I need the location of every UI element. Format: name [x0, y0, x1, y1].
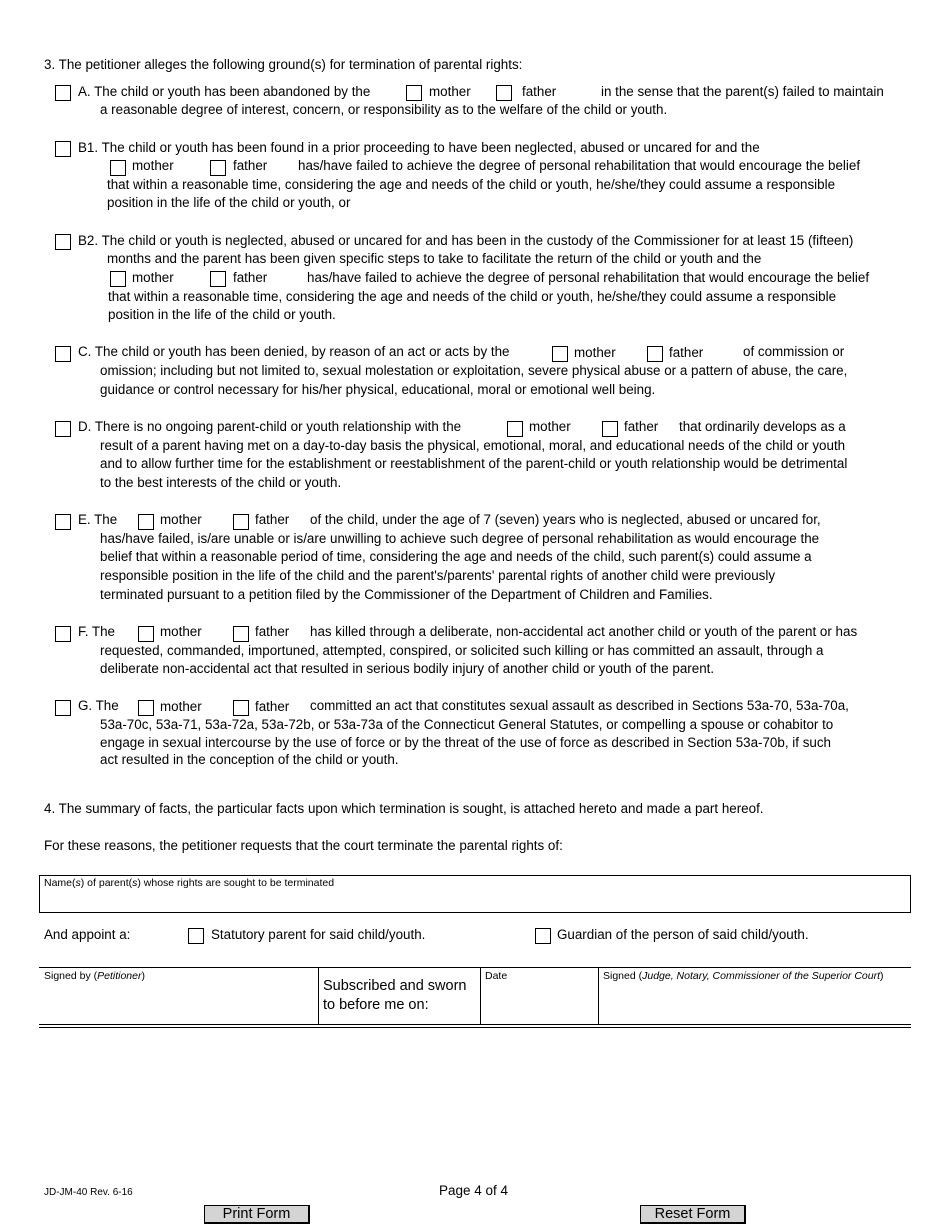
judge-signature-field[interactable] — [599, 968, 911, 1024]
ground-d-mother-label: mother — [529, 419, 571, 434]
ground-g-text-post: committed an act that constitutes sexual assault as described in Sections 53a-70, 53a-70a, — [310, 698, 849, 713]
ground-b1-line3: that within a reasonable time, considering the age and needs of the child or youth, he/she/they could assume a responsible — [107, 177, 836, 192]
ground-c-text: C. The child or youth has been denied, by reason of an act or acts by the — [78, 344, 510, 359]
ground-g-text: G. The — [78, 698, 119, 713]
ground-b1-text-post: has/have failed to achieve the degree of personal rehabilitation that would encourage the belief — [298, 158, 861, 173]
ground-c-father-checkbox[interactable] — [647, 346, 663, 362]
ground-e-text: E. The — [78, 512, 118, 527]
ground-g-line2: 53a-70c, 53a-71, 53a-72a, 53a-72b, or 53a-73a of the Connecticut General Statutes, or compelling a spouse or cohabitor to — [100, 717, 834, 732]
ground-b1-mother-checkbox[interactable] — [110, 160, 126, 176]
ground-b2-text-post: has/have failed to achieve the degree of personal rehabilitation that would encourage the belief — [307, 270, 870, 285]
ground-f-text-post: has killed through a deliberate, non-accidental act another child or youth of the parent or has — [310, 624, 858, 639]
ground-a-line2: a reasonable degree of interest, concern, or responsibility as to the welfare of the child or youth. — [100, 102, 668, 117]
ground-g-checkbox[interactable] — [55, 700, 71, 716]
ground-c-father-label: father — [669, 345, 704, 360]
ground-b2-line2: months and the parent has been given specific steps to take to facilitate the return of the child or youth and the — [107, 251, 762, 266]
ground-b1-mother-label: mother — [132, 158, 174, 173]
ground-b1-father-label: father — [233, 158, 268, 173]
signature-table-bottom-border — [39, 1024, 911, 1025]
ground-a-mother-checkbox[interactable] — [406, 85, 422, 101]
ground-a-text-post: in the sense that the parent(s) failed to maintain — [601, 84, 884, 99]
ground-b1-father-checkbox[interactable] — [210, 160, 226, 176]
ground-g-father-checkbox[interactable] — [233, 700, 249, 716]
ground-f-father-checkbox[interactable] — [233, 626, 249, 642]
guardian-label: Guardian of the person of said child/youth. — [557, 927, 809, 942]
ground-a-mother-label: mother — [429, 84, 471, 99]
reset-form-button[interactable]: Reset Form — [640, 1205, 746, 1224]
signature-table-bottom-border-2 — [39, 1027, 911, 1028]
ground-d-line3: and to allow further time for the establishment or reestablishment of the parent-child or youth relationship would be detrimental — [100, 456, 848, 471]
ground-b2-mother-checkbox[interactable] — [110, 271, 126, 287]
ground-g-line4: act resulted in the conception of the child or youth. — [100, 752, 399, 767]
ground-e-mother-label: mother — [160, 512, 202, 527]
ground-b2-line5: position in the life of the child or youth. — [108, 307, 336, 322]
ground-a-checkbox[interactable] — [55, 85, 71, 101]
ground-c-mother-label: mother — [574, 345, 616, 360]
ground-f-mother-label: mother — [160, 624, 202, 639]
ground-d-mother-checkbox[interactable] — [507, 421, 523, 437]
ground-d-father-checkbox[interactable] — [602, 421, 618, 437]
ground-b2-father-label: father — [233, 270, 268, 285]
appoint-label: And appoint a: — [44, 927, 131, 942]
ground-c-line3: guidance or control necessary for his/her physical, educational, moral or emotional well being. — [100, 382, 656, 397]
ground-c-checkbox[interactable] — [55, 346, 71, 362]
signature-divider-1 — [318, 967, 319, 1025]
ground-g-mother-label: mother — [160, 699, 202, 714]
parent-names-field[interactable] — [39, 875, 911, 913]
guardian-checkbox[interactable] — [535, 928, 551, 944]
ground-e-line4: responsible position in the life of the child and the parent's/parents' parental rights of another child were previously — [100, 568, 776, 583]
ground-c-mother-checkbox[interactable] — [552, 346, 568, 362]
reasons-text: For these reasons, the petitioner requests that the court terminate the parental rights of: — [44, 838, 563, 853]
ground-d-line2: result of a parent having met on a day-to-day basis the physical, emotional, moral, and educational needs of the child or youth — [100, 438, 846, 453]
ground-f-line3: deliberate non-accidental act that resulted in serious bodily injury of another child or youth of the parent. — [100, 661, 715, 676]
form-id: JD-JM-40 Rev. 6-16 — [44, 1187, 133, 1198]
ground-b1-line1: B1. The child or youth has been found in a prior proceeding to have been neglected, abused or uncared for and the — [78, 140, 760, 155]
ground-e-line3: belief that within a reasonable period of time, considering the age and needs of the child, such parent(s) could assume a — [100, 549, 812, 564]
ground-b2-checkbox[interactable] — [55, 234, 71, 250]
ground-d-checkbox[interactable] — [55, 421, 71, 437]
ground-a-father-checkbox[interactable] — [496, 85, 512, 101]
date-field[interactable] — [481, 968, 597, 1024]
ground-b2-mother-label: mother — [132, 270, 174, 285]
ground-g-mother-checkbox[interactable] — [138, 700, 154, 716]
ground-f-text: F. The — [78, 624, 115, 639]
subscribed-label: Subscribed and sworn to before me on: — [323, 978, 467, 1013]
ground-c-line2: omission; including but not limited to, sexual molestation or exploitation, severe physical abuse or a pattern of abuse, the care, — [100, 363, 848, 378]
ground-e-father-label: father — [255, 512, 290, 527]
ground-b1-checkbox[interactable] — [55, 141, 71, 157]
ground-f-line2: requested, commanded, importuned, attempted, conspired, or solicited such killing or has committed an assault, through a — [100, 643, 824, 658]
ground-d-line4: to the best interests of the child or youth. — [100, 475, 342, 490]
parent-names-label: Name(s) of parent(s) whose rights are sought to be terminated — [44, 877, 335, 889]
ground-e-text-post: of the child, under the age of 7 (seven) years who is neglected, abused or uncared for, — [310, 512, 821, 527]
ground-e-line5: terminated pursuant to a petition filed by the Commissioner of the Department of Children and Families. — [100, 587, 713, 602]
ground-b2-line1: B2. The child or youth is neglected, abused or uncared for and has been in the custody of the Commissioner for at least 15 (fifteen) — [78, 233, 854, 248]
signed-by-label: Signed by (Petitioner) — [44, 970, 145, 982]
ground-f-checkbox[interactable] — [55, 626, 71, 642]
ground-b2-father-checkbox[interactable] — [210, 271, 226, 287]
ground-b2-line4: that within a reasonable time, considering the age and needs of the child or youth, he/she/they could assume a responsible — [108, 289, 837, 304]
ground-a-father-label: father — [522, 84, 557, 99]
judge-signature-label: Signed (Judge, Notary, Commissioner of the Superior Court) — [603, 970, 884, 982]
statutory-parent-label: Statutory parent for said child/youth. — [211, 927, 426, 942]
ground-d-text-post: that ordinarily develops as a — [679, 419, 846, 434]
section-3-intro: 3. The petitioner alleges the following ground(s) for termination of parental rights: — [44, 57, 523, 72]
ground-g-father-label: father — [255, 699, 290, 714]
statutory-parent-checkbox[interactable] — [188, 928, 204, 944]
ground-f-mother-checkbox[interactable] — [138, 626, 154, 642]
ground-e-mother-checkbox[interactable] — [138, 514, 154, 530]
section-4-text: 4. The summary of facts, the particular facts upon which termination is sought, is attached hereto and made a part hereof. — [44, 801, 764, 816]
page-number: Page 4 of 4 — [439, 1183, 509, 1198]
ground-d-father-label: father — [624, 419, 659, 434]
ground-c-text-post: of commission or — [743, 344, 845, 359]
ground-d-text: D. There is no ongoing parent-child or youth relationship with the — [78, 419, 462, 434]
print-form-button[interactable]: Print Form — [204, 1205, 310, 1224]
ground-e-father-checkbox[interactable] — [233, 514, 249, 530]
ground-b1-line4: position in the life of the child or youth, or — [107, 195, 351, 210]
ground-e-checkbox[interactable] — [55, 514, 71, 530]
ground-e-line2: has/have failed, is/are unable or is/are unwilling to achieve such degree of personal rehabilitation as would encourage the — [100, 531, 820, 546]
ground-f-father-label: father — [255, 624, 290, 639]
ground-a-text: A. The child or youth has been abandoned by the — [78, 84, 371, 99]
signed-by-field[interactable] — [40, 968, 317, 1024]
date-label: Date — [485, 970, 508, 982]
ground-g-line3: engage in sexual intercourse by the use of force or by the threat of the use of force as described in Section 53a-70b, if such — [100, 735, 831, 750]
